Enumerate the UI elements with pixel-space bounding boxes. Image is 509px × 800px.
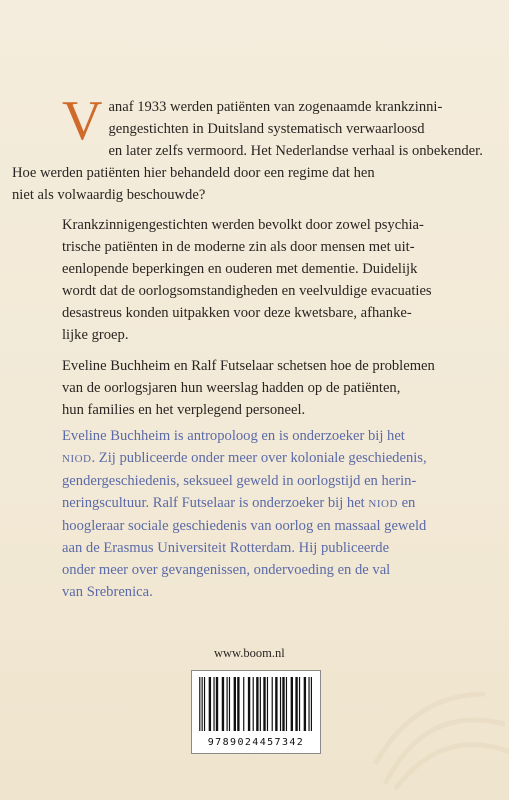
description-line: eenlopende beperkingen en ouderen met dementie. Duidelijk — [62, 261, 418, 277]
bio-line: van Srebrenica. — [62, 584, 153, 600]
isbn-barcode — [191, 670, 321, 754]
publisher-url: www.boom.nl — [214, 646, 285, 660]
barcode-bar — [256, 677, 258, 731]
niod-abbreviation: NIOD — [62, 453, 92, 465]
intro-line: niet als volwaardig beschouwde? — [12, 187, 206, 203]
barcode-bar — [216, 677, 218, 731]
bio-text: en — [401, 495, 416, 511]
barcode-bar — [275, 677, 277, 731]
bio-line — [62, 492, 472, 515]
bio-line: hoogleraar sociale geschiedenis van oorlog en massaal geweld — [62, 518, 427, 534]
description-line: lijke groep. — [62, 327, 129, 343]
drop-cap: V — [62, 90, 103, 152]
barcode-bar — [199, 677, 200, 731]
barcode-bar — [202, 677, 203, 731]
barcode-bar — [222, 677, 224, 731]
intro-line: en later zelfs vermoord. Het Nederlandse verhaal is onbekender. — [108, 143, 483, 159]
barcode-bar — [234, 677, 236, 731]
barcode-bar — [280, 677, 281, 731]
bio-line: aan de Erasmus Universiteit Rotterdam. Hij publiceerde — [62, 540, 390, 556]
barcode-bar — [299, 677, 300, 731]
bio-line — [62, 447, 472, 470]
bio-line: onder meer over gevangenissen, ondervoeding en de val — [62, 562, 391, 578]
description-paragraph — [62, 214, 472, 346]
niod-abbreviation: NIOD — [368, 498, 398, 510]
isbn-number: 9789024457342 — [207, 737, 305, 748]
barcode-bar — [243, 677, 244, 731]
authors-summary-paragraph — [62, 355, 472, 421]
barcode-bar — [291, 677, 293, 731]
barcode-bar — [237, 677, 239, 731]
bio-text: neringscultuur. Ralf Futselaar is onderzoeker bij het — [62, 495, 365, 511]
barcode-bar — [308, 677, 309, 731]
bio-line: Eveline Buchheim is antropoloog en is onderzoeker bij het — [62, 428, 405, 444]
description-line: desastreus konden uitpakken voor deze kwetsbare, afhanke- — [62, 305, 412, 321]
description-line: wordt dat de oorlogsomstandigheden en veelvuldige evacuaties — [62, 283, 432, 299]
barcode-bar — [286, 677, 287, 731]
barcode-bar — [311, 677, 312, 731]
summary-line: van de oorlogsjaren hun weerslag hadden op de patiënten, — [62, 380, 401, 396]
bio-text: . Zij publiceerde onder meer over koloniale geschiedenis, — [91, 450, 427, 466]
barcode-bars — [198, 677, 314, 731]
description-line: Krankzinnigengestichten werden bevolkt door zowel psychia- — [62, 217, 424, 233]
bio-line: gendergeschiedenis, seksueel geweld in oorlogstijd en herin- — [62, 473, 417, 489]
intro-line: anaf 1933 werden patiënten van zogenaamde krankzinni- — [108, 99, 443, 115]
barcode-bar — [260, 677, 261, 731]
summary-line: hun families en het verplegend personeel. — [62, 402, 306, 418]
barcode-bar — [267, 677, 268, 731]
barcode-bar — [263, 677, 265, 731]
barcode-bar — [209, 677, 211, 731]
author-bio — [62, 425, 472, 603]
barcode-bar — [272, 677, 273, 731]
barcode-bar — [213, 677, 214, 731]
description-line: trische patiënten in de moderne zin als door mensen met uit- — [62, 239, 415, 255]
publisher-watermark — [365, 684, 509, 794]
intro-paragraph — [12, 90, 483, 206]
barcode-bar — [204, 677, 205, 731]
summary-line: Eveline Buchheim en Ralf Futselaar schetsen hoe de problemen — [62, 358, 435, 374]
barcode-bar — [248, 677, 250, 731]
intro-line: Hoe werden patiënten hier behandeld door een regime dat hen — [12, 165, 375, 181]
barcode-bar — [295, 677, 297, 731]
barcode-bar — [229, 677, 230, 731]
barcode-bar — [304, 677, 306, 731]
barcode-bar — [282, 677, 284, 731]
intro-line: gengestichten in Duitsland systematisch verwaarloosd — [108, 121, 425, 137]
barcode-bar — [253, 677, 254, 731]
barcode-bar — [227, 677, 228, 731]
